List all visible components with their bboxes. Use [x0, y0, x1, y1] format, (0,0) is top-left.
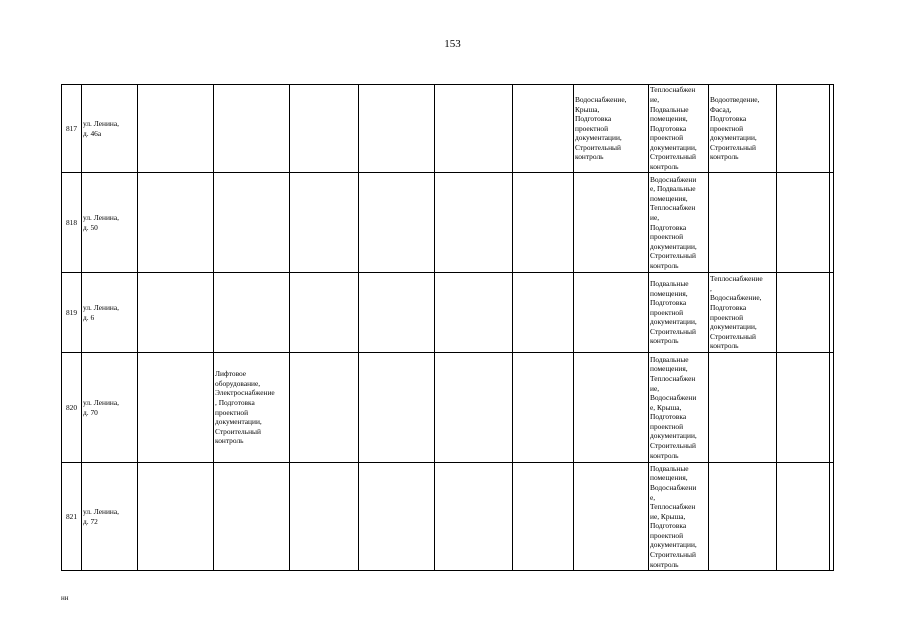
work-cell: [830, 353, 834, 463]
work-cell: [513, 273, 574, 353]
work-cell: [777, 273, 830, 353]
work-cell: [138, 463, 214, 571]
table-row: [62, 273, 834, 353]
work-cell: [830, 173, 834, 273]
work-cell: [290, 173, 359, 273]
work-cell: [777, 85, 830, 173]
work-cell: [830, 463, 834, 571]
work-cell: Водоснабжение, Крыша, Подготовка проектной документации, Строительный контроль: [574, 85, 649, 173]
work-cell: Теплоснабжение , Водоснабжение, Подготовка проектной документации, Строительный контроль: [709, 273, 777, 353]
work-cell: [513, 353, 574, 463]
work-cell: [214, 85, 290, 173]
work-cell: [709, 353, 777, 463]
work-cell: [574, 463, 649, 571]
row-number: 819: [62, 273, 82, 353]
table-row: [62, 85, 834, 173]
work-cell: [777, 463, 830, 571]
page-number: 153: [444, 38, 461, 50]
work-cell: [290, 273, 359, 353]
work-cell: [359, 85, 435, 173]
table-row: [62, 353, 834, 463]
work-cell: Теплоснабжен ие, Подвальные помещения, Подготовка проектной документации, Строительный контроль: [649, 85, 709, 173]
work-cell: [574, 353, 649, 463]
work-cell: [359, 353, 435, 463]
work-cell: [138, 353, 214, 463]
work-cell: [709, 463, 777, 571]
address-cell: ул. Ленина, д. 50: [82, 173, 138, 273]
work-cell: [513, 85, 574, 173]
address-cell: ул. Ленина, д. 72: [82, 463, 138, 571]
work-cell: [513, 463, 574, 571]
work-cell: [138, 273, 214, 353]
row-number: 820: [62, 353, 82, 463]
work-cell: [574, 273, 649, 353]
work-cell: [214, 173, 290, 273]
work-cell: [138, 173, 214, 273]
work-cell: [290, 463, 359, 571]
work-cell: [574, 173, 649, 273]
row-number: 817: [62, 85, 82, 173]
work-cell: [830, 85, 834, 173]
work-cell: [214, 463, 290, 571]
work-cell: Подвальные помещения, Водоснабжени е, Теплоснабжен ие, Крыша, Подготовка проектной документации, Строительный контроль: [649, 463, 709, 571]
address-cell: ул. Ленина, д. 46а: [82, 85, 138, 173]
work-cell: [777, 173, 830, 273]
table-row: [62, 173, 834, 273]
work-cell: [435, 353, 513, 463]
work-cell: [290, 85, 359, 173]
work-cell: Подвальные помещения, Подготовка проектной документации, Строительный контроль: [649, 273, 709, 353]
work-cell: Подвальные помещения, Теплоснабжен ие, Водоснабжени е, Крыша, Подготовка проектной документации, Строительный контроль: [649, 353, 709, 463]
work-cell: [290, 353, 359, 463]
work-cell: [359, 173, 435, 273]
row-number: 818: [62, 173, 82, 273]
work-cell: Водоснабжени е, Подвальные помещения, Теплоснабжен ие, Подготовка проектной документации, Строительный контроль: [649, 173, 709, 273]
footer-note: нн: [61, 594, 69, 602]
works-table: [61, 84, 834, 571]
row-number: 821: [62, 463, 82, 571]
work-cell: Лифтовое оборудование, Электроснабжение , Подготовка проектной документации, Строительный контроль: [214, 353, 290, 463]
work-cell: [435, 463, 513, 571]
work-cell: [435, 85, 513, 173]
table-row: [62, 463, 834, 571]
work-cell: [435, 273, 513, 353]
work-cell: [359, 463, 435, 571]
work-cell: [513, 173, 574, 273]
address-cell: ул. Ленина, д. 6: [82, 273, 138, 353]
work-cell: Водоотведение, Фасад, Подготовка проектной документации, Строительный контроль: [709, 85, 777, 173]
work-cell: [709, 173, 777, 273]
work-cell: [435, 173, 513, 273]
work-cell: [777, 353, 830, 463]
work-cell: [359, 273, 435, 353]
work-cell: [138, 85, 214, 173]
work-cell: [214, 273, 290, 353]
work-cell: [830, 273, 834, 353]
address-cell: ул. Ленина, д. 70: [82, 353, 138, 463]
